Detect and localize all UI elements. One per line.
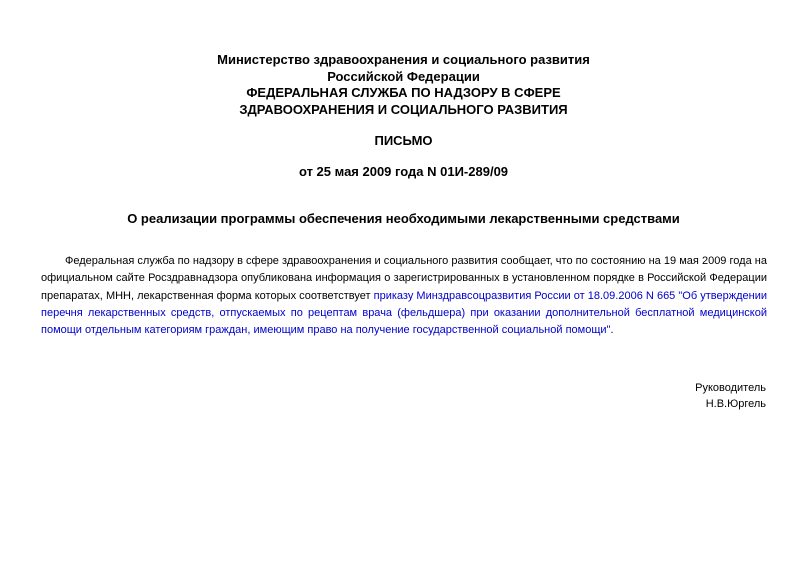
- document-type: ПИСЬМО: [374, 133, 433, 148]
- header-service-line1: ФЕДЕРАЛЬНАЯ СЛУЖБА ПО НАДЗОРУ В СФЕРЕ: [246, 85, 561, 100]
- document-date-number: от 25 мая 2009 года N 01И-289/09: [298, 164, 509, 179]
- body-text-after-link: .: [610, 324, 614, 337]
- body-paragraph: [41, 253, 767, 339]
- signature-block: [695, 380, 766, 412]
- header-country: Российской Федерации: [327, 68, 480, 84]
- body-text-before-link: Федеральная служба по надзору в сфере здравоохранения и социального развития сообщает, что по состоянию на 19 мая 2009 года на официальном сайте Росздравнадзора опубликована информация о зарегистрированных в установленном порядке в Российской Федерации препаратах, МНН, лекарственная форма которых соответствует: [41, 255, 767, 302]
- order-665-link[interactable]: приказу Минздравсоцразвития России от 18.09.2006 N 665 "Об утверждении перечня лекарственных средств, отпускаемых по рецептам врача (фельдшера) при оказании дополнительной бесплатной медицинской помощи отдельным категориям граждан, имеющим право на получение государственной социальной помощи": [41, 289, 768, 337]
- document-header: [0, 52, 807, 118]
- header-ministry: Министерство здравоохранения и социального развития: [217, 52, 590, 67]
- signature-name: Н.В.Юргель: [705, 398, 766, 410]
- signature-position: Руководитель: [695, 382, 766, 394]
- document-subject: О реализации программы обеспечения необходимыми лекарственными средствами: [127, 211, 680, 226]
- header-service-line2: ЗДРАВООХРАНЕНИЯ И СОЦИАЛЬНОГО РАЗВИТИЯ: [239, 101, 568, 117]
